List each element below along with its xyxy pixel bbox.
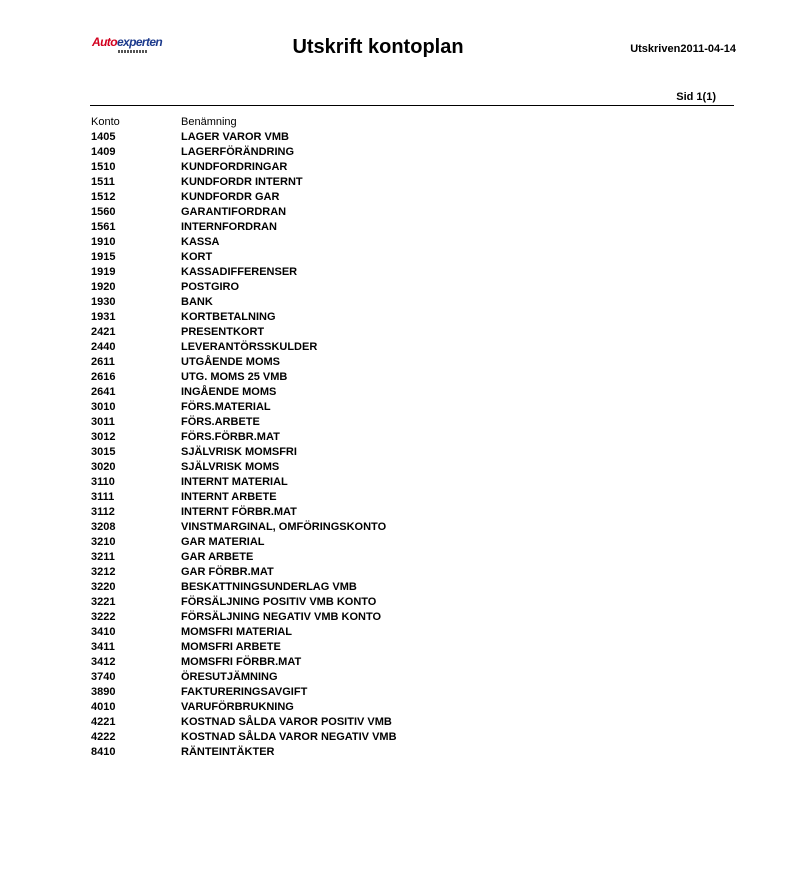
- table-row: [91, 640, 731, 655]
- account-name: KUNDFORDR GAR: [181, 191, 280, 203]
- account-number: 1919: [91, 266, 116, 278]
- account-name: INTERNFORDRAN: [181, 221, 277, 233]
- table-row: [91, 220, 731, 235]
- account-number: 2611: [91, 356, 115, 368]
- logo-text-experten: experten: [116, 35, 163, 49]
- account-name: MOMSFRI MATERIAL: [181, 626, 293, 638]
- table-row: [91, 265, 731, 280]
- account-name: RÄNTEINTÄKTER: [181, 746, 275, 758]
- table-row: [91, 280, 731, 295]
- account-name: KASSADIFFERENSER: [181, 266, 298, 278]
- table-row: [91, 700, 731, 715]
- account-number: 3012: [91, 431, 116, 443]
- account-number: 2616: [91, 371, 116, 383]
- table-row: [91, 250, 731, 265]
- account-number: 1512: [91, 191, 116, 203]
- account-number: 2421: [91, 326, 116, 338]
- account-name: PRESENTKORT: [181, 326, 265, 338]
- table-row: [91, 340, 731, 355]
- table-row: [91, 235, 731, 250]
- account-name: VINSTMARGINAL, OMFÖRINGSKONTO: [181, 521, 387, 533]
- account-name: KOSTNAD SÅLDA VAROR NEGATIV VMB: [181, 731, 397, 743]
- account-name: FÖRS.MATERIAL: [181, 401, 271, 413]
- table-body: [91, 130, 731, 760]
- table-row: [91, 625, 731, 640]
- table-row: [91, 400, 731, 415]
- account-name: KUNDFORDRINGAR: [181, 161, 288, 173]
- account-number: 1409: [91, 146, 116, 158]
- account-number: 4010: [91, 701, 116, 713]
- table-row: [91, 190, 731, 205]
- table-row: [91, 670, 731, 685]
- account-name: SJÄLVRISK MOMSFRI: [181, 446, 297, 458]
- header-divider: [90, 105, 734, 106]
- table-row: [91, 475, 731, 490]
- account-number: 3011: [91, 416, 115, 428]
- account-number: 3740: [91, 671, 116, 683]
- table-row: [91, 550, 731, 565]
- report-title: Utskrift kontoplan: [292, 36, 464, 58]
- account-name: INGÅENDE MOMS: [181, 386, 277, 398]
- account-name: KUNDFORDR INTERNT: [181, 176, 303, 188]
- printed-date-line: [630, 43, 736, 55]
- table-row: [91, 430, 731, 445]
- account-number: 3222: [91, 611, 116, 623]
- account-number: 2641: [91, 386, 116, 398]
- account-number: 8410: [91, 746, 116, 758]
- account-name: UTG. MOMS 25 VMB: [181, 371, 288, 383]
- account-name: GAR MATERIAL: [181, 536, 265, 548]
- table-row: [91, 160, 731, 175]
- account-name: GARANTIFORDRAN: [181, 206, 287, 218]
- column-header-konto: Konto: [91, 116, 120, 128]
- table-row: [91, 415, 731, 430]
- table-row: [91, 295, 731, 310]
- account-number: 3412: [91, 656, 116, 668]
- logo-text-auto: Auto: [92, 35, 117, 49]
- account-number: 1561: [91, 221, 116, 233]
- account-number: 3211: [91, 551, 115, 563]
- table-row: [91, 490, 731, 505]
- table-row: [91, 520, 731, 535]
- account-number: 1915: [91, 251, 116, 263]
- table-row: [91, 385, 731, 400]
- table-row: [91, 460, 731, 475]
- table-row: [91, 325, 731, 340]
- account-name: LAGERFÖRÄNDRING: [181, 146, 295, 158]
- account-number: 3220: [91, 581, 116, 593]
- table-row: [91, 145, 731, 160]
- account-name: BESKATTNINGSUNDERLAG VMB: [181, 581, 357, 593]
- table-row: [91, 310, 731, 325]
- account-number: 3112: [91, 506, 115, 518]
- table-row: [91, 685, 731, 700]
- account-table: [91, 115, 731, 760]
- column-header-benamning: Benämning: [181, 116, 237, 128]
- account-name: FAKTURERINGSAVGIFT: [181, 686, 308, 698]
- account-name: FÖRS.ARBETE: [181, 416, 260, 428]
- account-name: LEVERANTÖRSSKULDER: [181, 341, 318, 353]
- account-number: 1405: [91, 131, 116, 143]
- account-name: FÖRSÄLJNING NEGATIV VMB KONTO: [181, 611, 382, 623]
- account-name: VARUFÖRBRUKNING: [181, 701, 294, 713]
- account-number: 1920: [91, 281, 116, 293]
- account-name: KORTBETALNING: [181, 311, 276, 323]
- account-name: KORT: [181, 251, 213, 263]
- printed-label: Utskriven: [630, 43, 681, 55]
- page-number: Sid 1(1): [676, 91, 716, 103]
- account-number: 2440: [91, 341, 116, 353]
- account-number: 3111: [91, 491, 115, 503]
- account-number: 1510: [91, 161, 116, 173]
- table-row: [91, 505, 731, 520]
- account-name: KASSA: [181, 236, 220, 248]
- account-number: 3210: [91, 536, 116, 548]
- account-number: 3020: [91, 461, 116, 473]
- account-name: KOSTNAD SÅLDA VAROR POSITIV VMB: [181, 716, 392, 728]
- account-name: SJÄLVRISK MOMS: [181, 461, 280, 473]
- account-number: 3212: [91, 566, 116, 578]
- account-name: MOMSFRI FÖRBR.MAT: [181, 656, 302, 668]
- table-row: [91, 580, 731, 595]
- account-number: 3208: [91, 521, 116, 533]
- account-number: 3010: [91, 401, 116, 413]
- table-row: [91, 130, 731, 145]
- table-header-row: [91, 115, 731, 130]
- table-row: [91, 595, 731, 610]
- account-number: 4222: [91, 731, 116, 743]
- account-number: 1910: [91, 236, 116, 248]
- table-row: [91, 745, 731, 760]
- account-number: 3411: [91, 641, 115, 653]
- account-name: GAR FÖRBR.MAT: [181, 566, 274, 578]
- account-name: MOMSFRI ARBETE: [181, 641, 281, 653]
- account-name: INTERNT FÖRBR.MAT: [181, 506, 297, 518]
- table-row: [91, 175, 731, 190]
- account-name: BANK: [181, 296, 213, 308]
- account-number: 4221: [91, 716, 116, 728]
- printed-date: 2011-04-14: [680, 43, 736, 55]
- account-name: UTGÅENDE MOMS: [181, 356, 280, 368]
- account-name: GAR ARBETE: [181, 551, 254, 563]
- table-row: [91, 370, 731, 385]
- account-number: 3110: [91, 476, 115, 488]
- table-row: [91, 355, 731, 370]
- account-number: 1560: [91, 206, 116, 218]
- account-name: POSTGIRO: [181, 281, 240, 293]
- table-row: [91, 730, 731, 745]
- table-row: [91, 205, 731, 220]
- account-number: 3890: [91, 686, 116, 698]
- account-number: 1930: [91, 296, 116, 308]
- account-name: FÖRS.FÖRBR.MAT: [181, 431, 280, 443]
- account-number: 1511: [91, 176, 115, 188]
- account-number: 3410: [91, 626, 116, 638]
- account-number: 3015: [91, 446, 116, 458]
- account-number: 1931: [91, 311, 116, 323]
- table-row: [91, 655, 731, 670]
- account-name: INTERNT ARBETE: [181, 491, 277, 503]
- table-row: [91, 565, 731, 580]
- table-row: [91, 610, 731, 625]
- table-row: [91, 535, 731, 550]
- account-name: FÖRSÄLJNING POSITIV VMB KONTO: [181, 596, 377, 608]
- account-name: INTERNT MATERIAL: [181, 476, 288, 488]
- account-number: 3221: [91, 596, 116, 608]
- account-name: ÖRESUTJÄMNING: [181, 671, 278, 683]
- account-name: LAGER VAROR VMB: [181, 131, 289, 143]
- table-row: [91, 445, 731, 460]
- table-row: [91, 715, 731, 730]
